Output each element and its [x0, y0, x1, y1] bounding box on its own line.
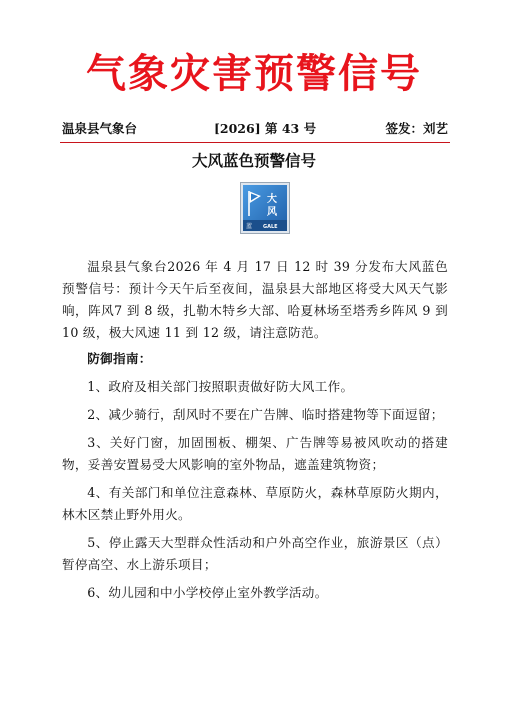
document-body — [62, 256, 448, 610]
gale-blue-warning-icon — [240, 182, 290, 234]
document-title: 大风蓝色预警信号 — [191, 152, 316, 170]
icon-label-en: GALE — [263, 224, 278, 230]
icon-text-top: 大 — [267, 194, 277, 205]
guide-item: 6、幼儿园和中小学校停止室外教学活动。 — [87, 585, 328, 600]
icon-label-cn: 蓝 — [246, 223, 253, 230]
intro-paragraph: 温泉县气象台2026 年 4 月 17 日 12 时 39 分发布大风蓝色预警信号：预计今天午后至夜间，温泉县大部地区将受大风天气影响，阵风7 到 8 级，扎勒木特乡大部、哈夏林场至塔秀乡阵风 9 到 10 级，极大风速 11 到 12 级，请注意防范。 — [62, 259, 448, 340]
guide-item: 2、减少骑行，刮风时不要在广告牌、临时搭建物等下面逗留； — [87, 407, 444, 422]
guide-item: 1、政府及相关部门按照职责做好防大风工作。 — [87, 379, 354, 394]
guide-item: 3、关好门窗，加固围板、棚架、广告牌等易被风吹动的搭建物，妥善安置易受大风影响的室外物品，遮盖建筑物资； — [62, 435, 448, 472]
header-divider — [60, 142, 450, 143]
icon-text-bottom: 风 — [267, 207, 277, 218]
issuer-name: 温泉县气象台 — [62, 121, 138, 136]
main-title: 气象灾害预警信号 — [86, 51, 422, 97]
guide-item: 5、停止露天大型群众性活动和户外高空作业，旅游景区（点）暂停高空、水上游乐项目； — [62, 535, 448, 572]
guide-item: 4、有关部门和单位注意森林、草原防火，森林草原防火期内，林木区禁止野外用火。 — [62, 485, 448, 522]
document-number: [2026] 第 43 号 — [214, 121, 317, 136]
signatory: 签发：刘艺 — [385, 121, 448, 136]
guide-heading: 防御指南： — [87, 351, 152, 366]
document-meta-row — [62, 120, 448, 138]
